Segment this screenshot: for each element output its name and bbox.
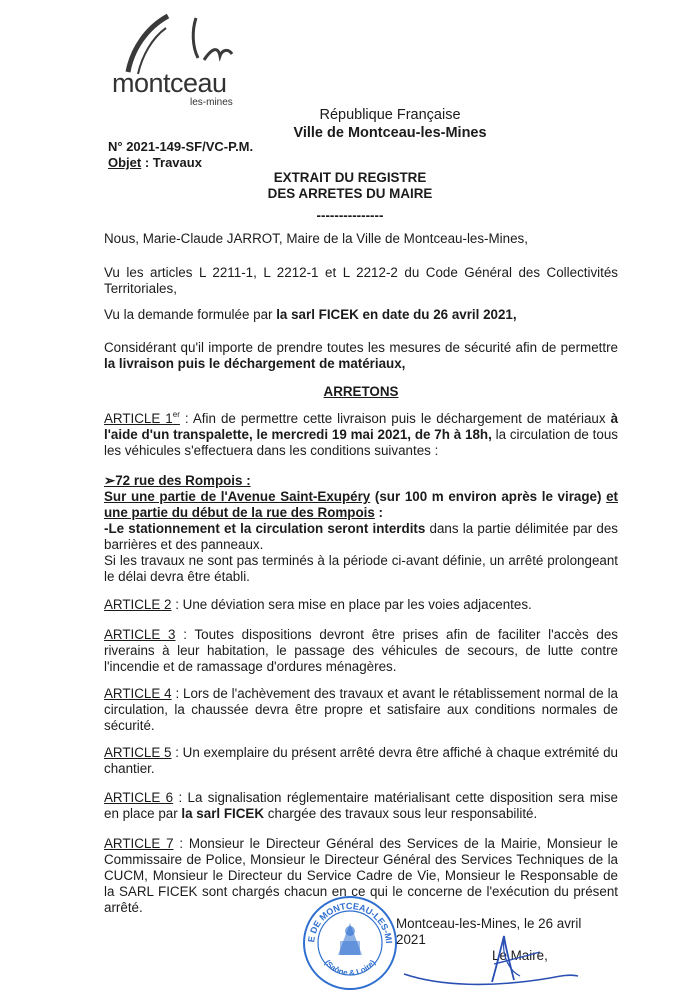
title-separator: --------------- [316,208,384,223]
preamble-vu-2: Vu la demande formulée par la sarl FICEK en date du 26 avril 2021, [104,307,517,322]
article-6: ARTICLE 6 : La signalisation réglementaire matérialisant cette disposition sera mise en place par la sarl FICEK chargée des travaux sous leur responsabilité. [104,790,618,821]
article-3: ARTICLE 3 : Toutes dispositions devront être prises afin de faciliter l'accès des riverains à leur habitation, le passage des véhicules de secours, de lutte contre l'incendie et de ramassage d'ordures ménagères. [104,627,618,674]
article-2: ARTICLE 2 : Une déviation sera mise en place par les voies adjacentes. [104,597,532,612]
signature-role: Le Maire, [492,948,548,963]
city-line: Ville de Montceau-les-Mines [293,125,487,141]
reference-block [108,139,253,171]
republic-line: République Française [319,107,461,123]
article-4: ARTICLE 4 : Lors de l'achèvement des travaux et avant le rétablissement normal de la circulation, la chaussée devra être propre et satisfaire aux conditions normales de sécurité. [104,686,618,733]
svg-text:VILLE DE MONTCEAU-LES-MINES: E DE MONTCEAU-LES-MI [306,900,394,944]
stamp-seal-icon [300,893,400,991]
city-stamp [300,893,400,991]
objet-label: Objet [108,155,142,170]
preamble-nous: Nous, Marie-Claude JARROT, Maire de la Ville de Montceau-les-Mines, [104,231,528,246]
preamble-vu-1: Vu les articles L 2211-1, L 2212-1 et L 2212-2 du Code Général des Collectivités Territoriales, [104,265,618,296]
arretons-heading: ARRETONS [323,384,399,399]
article-1-label: ARTICLE 1er [104,410,180,426]
preamble-considerant: Considérant qu'il importe de prendre toutes les mesures de sécurité afin de permettre la livraison puis le déchargement de matériaux, [104,340,618,371]
article-5: ARTICLE 5 : Un exemplaire du présent arrêté devra être affiché à chaque extrémité du chantier. [104,745,619,776]
reference-number: N° 2021-149-SF/VC-P.M. [108,139,254,154]
logo-brand-text: montceau [112,68,227,98]
article-7: ARTICLE 7 : Monsieur le Directeur Général des Services de la Mairie, Monsieur le Commissaire de Police, Monsieur le Directeur Général des Services Techniques de la CUCM, Monsieur le Directeur du Service Cadre de Vie, Monsieur le Responsable de la SARL FICEK sont chargés chacun en ce qui le concerne de l'exécution du présent arrêté. [104,836,618,915]
logo-sub-text: les-mines [190,97,233,108]
handwritten-signature-icon [400,930,590,990]
document-title [200,170,500,224]
city-logo [108,10,258,110]
article-1: ARTICLE 1er : Afin de permettre cette livraison puis le déchargement de matériaux à l'aide d'un transpalette, le mercredi 19 mai 2021, de 7h à 18h, la circulation de tous les véhicules s'effectuera dans les conditions suivantes : [104,410,619,458]
signature-place-date: Montceau-les-Mines, le 26 avril 2021 [396,916,582,947]
mayor-signature [400,930,590,990]
article-1-location: ➢72 rue des Rompois : Sur une partie de l'Avenue Saint-Exupéry (sur 100 m environ après le virage) et une partie du début de la rue des Rompois : -Le stationnement et la circulation seront interdits dans la partie délimitée par des barrières et des panneaux. Si les travaux ne sont pas terminés à la période ci-avant définie, un arrêté prolongeant le délai devra être établi. [104,473,619,584]
title-line-1: EXTRAIT DU REGISTRE [273,170,427,185]
title-line-2: DES ARRETES DU MAIRE [267,186,433,201]
objet-value: : Travaux [141,155,202,170]
svg-text:(Saône & Loire): (Saône & Loire) [322,958,378,978]
document-header [290,106,490,142]
